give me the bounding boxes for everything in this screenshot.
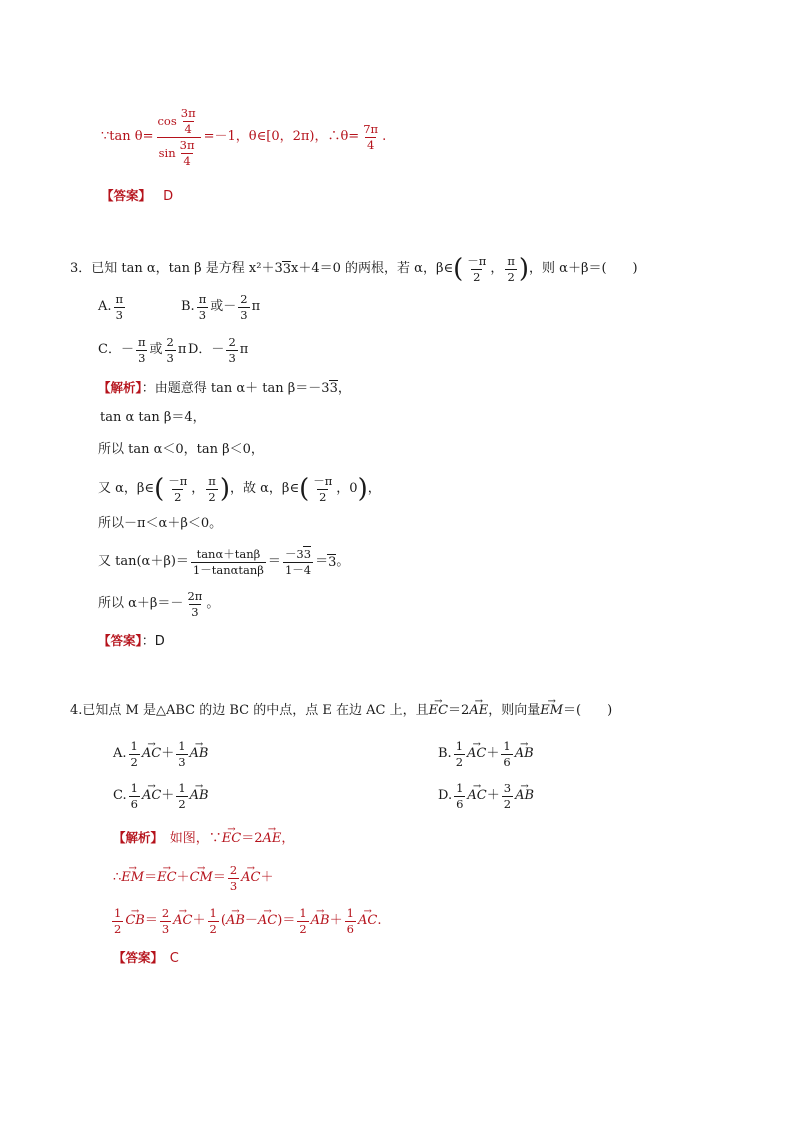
- option-4c: C. $\frac{1}{6}$ → AC ＋ $\frac{1}{2}$ → AB: [113, 780, 209, 812]
- answer-value: ：D: [141, 634, 165, 649]
- solution-prefix: ∵tan θ=: [101, 129, 154, 144]
- option-4a: A. $\frac{1}{2}$ → AC ＋ $\frac{1}{3}$ → AB: [113, 738, 209, 770]
- analysis-3-line-6: 又 tan(α＋β)＝ $\frac{\tan\alpha+\tan\beta}{1-\tan\alpha\tan\beta}$ ＝ $\frac{-33}{1-4}$ ＝ 3 。: [98, 546, 350, 577]
- three-pi-over-four: $\frac{3\pi}{4}$: [180, 105, 196, 136]
- analysis-3-line-2: tan α tan β＝4，: [100, 410, 206, 425]
- analysis-4-line-3: $\frac{1}{2}$ → CB ＝ $\frac{2}{3}$ → AC ＋ $\frac{1}{2}$ ( → AB － → AC ) ＝ $\frac{1}{2}$ → AB ＋ $\frac{1}{6}$ → AC .: [110, 904, 381, 938]
- analysis-3-line-4: 又 α，β∈ ( $\frac{-\pi}{2}$ ， $\frac{\pi}{2}$ ) ，故 α，β∈ ( $\frac{-\pi}{2}$ ，0 ) ，: [98, 473, 381, 504]
- answer-line-1: [101, 188, 173, 205]
- question-4-stem: 4.已知点 M 是△ABC 的边 BC 的中点，点 E 在边 AC 上，且→ EC＝2→ AE，则向量→ EM＝( ): [70, 703, 612, 719]
- answer-line-4: [113, 950, 179, 967]
- solution-middle: =－1，θ∈[0，2π)，∴θ=: [203, 129, 360, 144]
- answer-tag: 【答案】: [101, 188, 152, 203]
- option-3d: D．－ $\frac{2}{3}$ π: [188, 334, 249, 365]
- option-4d: D. $\frac{1}{6}$ → AC ＋ $\frac{3}{2}$ → AB: [438, 780, 534, 812]
- analysis-tag: 【解析】: [113, 830, 157, 845]
- option-3c: C．－ $\frac{\pi}{3}$ 或 $\frac{2}{3}$ π: [98, 334, 187, 365]
- answer-value: D: [163, 189, 174, 204]
- analysis-4-line-1: 【解析】 如图，∵→ EC＝2→ AE，: [113, 830, 294, 847]
- answer-tag: 【答案】: [98, 633, 142, 648]
- option-3b: B. $\frac{\pi}{3}$ 或－ $\frac{2}{3}$ π: [181, 291, 261, 322]
- cos-over-sin-fraction: [155, 107, 201, 168]
- answer-value: C: [156, 951, 179, 966]
- solution-tan-theta: ∵tan θ= cos $\frac{3\pi}{4}$ sin $\frac{3\pi}{4}$ =－1，θ∈[0，2π)，∴θ= $\frac{7\pi}{4}$ .: [101, 105, 387, 168]
- cos-label: cos: [157, 113, 177, 128]
- answer-tag: 【答案】: [113, 950, 157, 965]
- answer-line-3: [98, 633, 165, 650]
- analysis-4-line-2: ∴ → EM ＝ → EC ＋ → CM ＝ $\frac{2}{3}$ → AC ＋: [113, 862, 274, 894]
- three-pi-over-four: $\frac{3\pi}{4}$: [179, 137, 195, 168]
- seven-pi-over-four: $\frac{7\pi}{4}$: [363, 121, 379, 152]
- analysis-3-line-1: 【解析】：由题意得 tan α＋ tan β＝－33，: [98, 380, 351, 396]
- option-3a: A. $\frac{\pi}{3}$: [98, 291, 124, 322]
- question-3-stem: 3．已知 tan α，tan β 是方程 x²＋3 3 x＋4＝0 的两根，若 α，β∈ ( $\frac{-\pi}{2}$ ， $\frac{\pi}{2}$ ) ，则 α＋β＝( ): [70, 253, 638, 284]
- analysis-3-line-3: 所以 tan α＜0，tan β＜0，: [98, 442, 264, 457]
- analysis-tag: 【解析】: [98, 380, 142, 395]
- sin-label: sin: [158, 145, 176, 160]
- option-4b: B. $\frac{1}{2}$ → AC ＋ $\frac{1}{6}$ → AB: [438, 738, 534, 770]
- analysis-3-line-5: 所以－π＜α＋β＜0。: [98, 516, 223, 531]
- analysis-3-line-7: 所以 α＋β＝－ $\frac{2\pi}{3}$ 。: [98, 588, 220, 619]
